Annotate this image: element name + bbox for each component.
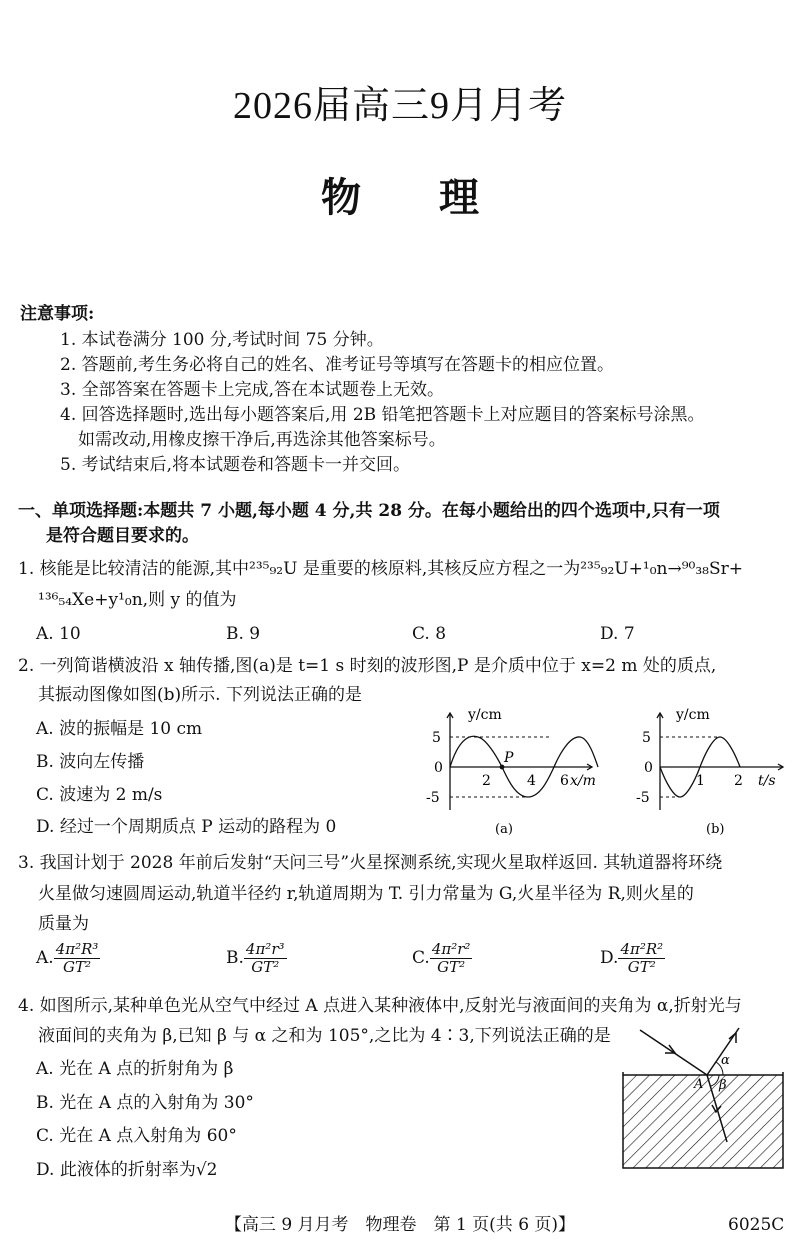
y-tick-5: 5 (642, 730, 651, 746)
page-footer: 【高三 9 月月考 物理卷 第 1 页(共 6 页)】 (224, 1215, 576, 1235)
notice-item-4: 4. 回答选择题时,选出每小题答案后,用 2B 铅笔把答题卡上对应题目的答案标号涂黑。 (60, 405, 705, 425)
fig-a-caption: (a) (495, 822, 513, 837)
section-heading: 一、单项选择题:本题共 7 小题,每小题 4 分,共 28 分。在每小题给出的四个选项中,只有一项 (18, 501, 720, 521)
refraction-diagram (615, 1020, 790, 1175)
q3-option-d: D. $\frac{\text{4π²R²}}{\text{GT²}}$ (600, 940, 664, 976)
point-p-label: P (504, 750, 514, 766)
x-tick-6: 6 (560, 773, 569, 789)
notice-heading: 注意事项: (20, 304, 95, 324)
q3-option-a: A. $\frac{\text{4π²R³}}{\text{GT²}}$ (36, 940, 99, 976)
t-axis-label: t/s (758, 773, 776, 789)
q1-option-b: B. 9 (226, 624, 261, 644)
q2-stem-cont: 其振动图像如图(b)所示. 下列说法正确的是 (38, 685, 362, 705)
y-tick-5: 5 (432, 730, 441, 746)
q4-option-a: A. 光在 A 点的折射角为 β (36, 1059, 234, 1079)
q3-stem-cont: 火星做匀速圆周运动,轨道半径约 r,轨道周期为 T. 引力常量为 G,火星半径为 R,则火星的 (38, 884, 694, 904)
subject-title: 物理 (321, 175, 557, 220)
x-axis-label: x/m (570, 773, 596, 789)
q3-stem-cont2: 质量为 (38, 914, 89, 934)
notice-item-4-cont: 如需改动,用橡皮擦干净后,再选涂其他答案标号。 (78, 430, 446, 450)
q1-stem-cont: ¹³⁶₅₄Xe+y¹₀n,则 y 的值为 (38, 590, 237, 610)
notice-item-1: 1. 本试卷满分 100 分,考试时间 75 分钟。 (60, 330, 384, 350)
q2-option-b: B. 波向左传播 (36, 752, 145, 772)
fig-b-caption: (b) (706, 822, 725, 837)
q4-option-c: C. 光在 A 点入射角为 60° (36, 1126, 237, 1146)
q3-option-b: B. $\frac{\text{4π²r³}}{\text{GT²}}$ (226, 940, 285, 976)
y-tick-0: 0 (434, 760, 443, 776)
notice-item-2: 2. 答题前,考生务必将自己的姓名、准考证号等填写在答题卡的相应位置。 (60, 355, 615, 375)
t-tick-2: 2 (734, 773, 743, 789)
q1-option-d: D. 7 (600, 624, 635, 644)
q3-option-c: C. $\frac{\text{4π²r²}}{\text{GT²}}$ (412, 940, 471, 976)
section-heading-cont: 是符合题目要求的。 (46, 526, 199, 546)
vibration-graph-b (628, 705, 798, 840)
x-tick-2: 2 (482, 773, 491, 789)
beta-label: β (719, 1078, 727, 1093)
paper-code: 6025C (728, 1215, 785, 1235)
wave-graph-a (420, 705, 600, 840)
x-tick-4: 4 (527, 773, 536, 789)
incident-ray-arrow (665, 1045, 675, 1053)
point-a-label: A (694, 1077, 704, 1092)
q4-option-b: B. 光在 A 点的入射角为 30° (36, 1093, 254, 1113)
q4-stem-cont: 液面间的夹角为 β,已知 β 与 α 之和为 105°,之比为 4∶3,下列说法正确的是 (38, 1026, 611, 1046)
q4-stem: 4. 如图所示,某种单色光从空气中经过 A 点进入某种液体中,反射光与液面间的夹角为 α,折射光与 (18, 996, 742, 1016)
notice-item-3: 3. 全部答案在答题卡上完成,答在本试题卷上无效。 (60, 380, 445, 400)
q4-option-d: D. 此液体的折射率为√2 (36, 1160, 218, 1180)
exam-title: 2026届高三9月月考 (232, 85, 567, 127)
notice-item-5: 5. 考试结束后,将本试题卷和答题卡一并交回。 (60, 455, 411, 475)
y-axis-label: y/cm (676, 707, 710, 723)
q1-option-a: A. 10 (36, 624, 81, 644)
t-tick-1: 1 (696, 773, 705, 789)
alpha-label: α (721, 1053, 730, 1068)
q1-stem: 1. 核能是比较清洁的能源,其中²³⁵₉₂U 是重要的核原料,其核反应方程之一为²³⁵₉₂U+¹₀n→⁹⁰₃₈Sr+ (18, 559, 743, 579)
q2-stem: 2. 一列简谐横波沿 x 轴传播,图(a)是 t=1 s 时刻的波形图,P 是介质中位于 x=2 m 处的质点, (18, 656, 717, 676)
q2-option-d: D. 经过一个周期质点 P 运动的路程为 0 (36, 817, 337, 837)
y-tick-neg5: -5 (636, 790, 650, 806)
y-tick-0: 0 (644, 760, 653, 776)
q3-stem: 3. 我国计划于 2028 年前后发射“天问三号”火星探测系统,实现火星取样返回. 其轨道器将环绕 (18, 853, 723, 873)
q2-option-a: A. 波的振幅是 10 cm (36, 719, 203, 739)
y-tick-neg5: -5 (426, 790, 440, 806)
q1-option-c: C. 8 (412, 624, 447, 644)
q2-option-c: C. 波速为 2 m/s (36, 785, 163, 805)
y-axis-label: y/cm (468, 707, 502, 723)
